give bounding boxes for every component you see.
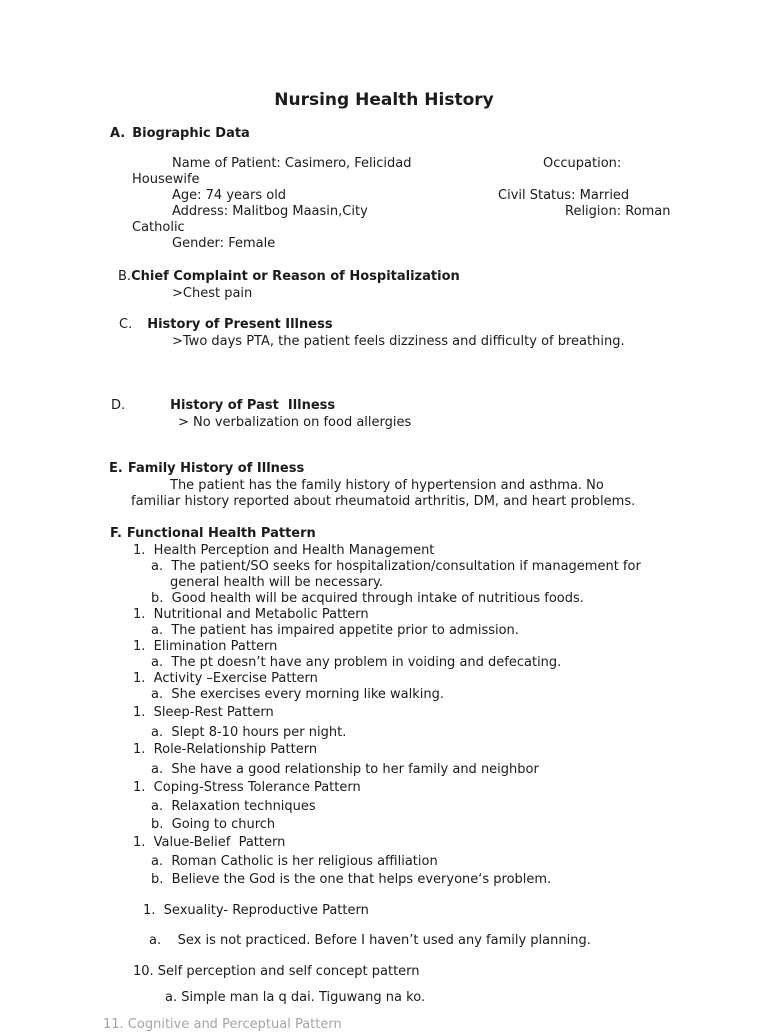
list-item: 1. Role-Relationship Pattern (133, 742, 318, 757)
section-b-heading-text: Chief Complaint or Reason of Hospitalization (131, 269, 460, 284)
section-d-heading (111, 398, 335, 413)
list-subitem: a. The patient has impaired appetite prior to admission. (151, 623, 519, 638)
list-item: 1. Nutritional and Metabolic Pattern (133, 607, 369, 622)
section-b-heading (118, 269, 460, 284)
field-occupation-label: Occupation: (543, 156, 622, 171)
list-item: 1. Elimination Pattern (133, 639, 278, 654)
section-e-heading (109, 461, 304, 476)
list-item: 1. Sexuality- Reproductive Pattern (143, 903, 369, 918)
clipped-bottom-line: 11. Cognitive and Perceptual Pattern (103, 1017, 342, 1032)
section-c-heading (119, 317, 333, 332)
list-item: 1. Activity –Exercise Pattern (133, 671, 318, 686)
section-e-heading-text: Family History of Illness (127, 461, 305, 476)
list-subitem: b. Believe the God is the one that helps everyone‘s problem. (151, 872, 552, 887)
document-title: Nursing Health History (274, 90, 494, 110)
field-religion: Religion: Roman (565, 204, 671, 219)
field-civil-status: Civil Status: Married (498, 188, 630, 203)
list-subitem: a. The patient/SO seeks for hospitalization/consultation if management for (151, 559, 641, 574)
list-subitem: b. Good health will be acquired through intake of nutritious foods. (151, 591, 584, 606)
list-subitem-wrap: general health will be necessary. (170, 575, 384, 590)
family-history-line-1: The patient has the family history of hypertension and asthma. No (170, 478, 604, 493)
list-subitem: a. Roman Catholic is her religious affiliation (151, 854, 438, 869)
section-a-letter: A. (110, 126, 126, 141)
section-a-heading-text: Biographic Data (132, 126, 250, 141)
past-illness-item: > No verbalization on food allergies (178, 415, 412, 430)
list-subitem: a. Simple man la q dai. Tiguwang na ko. (165, 990, 426, 1005)
field-religion-value: Catholic (132, 220, 185, 235)
list-subitem: b. Going to church (151, 817, 276, 832)
section-a-heading (110, 126, 250, 141)
section-f-heading-text: Functional Health Pattern (126, 526, 316, 541)
section-e-letter: E. (109, 461, 123, 476)
list-subitem: a. Slept 8-10 hours per night. (151, 725, 347, 740)
section-c-heading-text: History of Present Illness (147, 317, 333, 332)
section-c-letter: C. (119, 317, 133, 332)
list-subitem: a. Sex is not practiced. Before I haven’t used any family planning. (149, 933, 591, 948)
list-item: 1. Health Perception and Health Management (133, 543, 435, 558)
list-item: 1. Value-Belief Pattern (133, 835, 286, 850)
field-age: Age: 74 years old (172, 188, 287, 203)
list-item: 10. Self perception and self concept pattern (133, 964, 420, 979)
section-d-letter: D. (111, 398, 126, 413)
family-history-line-2: familiar history reported about rheumatoid arthritis, DM, and heart problems. (131, 494, 636, 509)
list-subitem: a. She have a good relationship to her family and neighbor (151, 762, 539, 777)
chief-complaint-item: >Chest pain (172, 286, 253, 301)
list-item: 1. Coping-Stress Tolerance Pattern (133, 780, 361, 795)
section-b-letter: B. (118, 269, 132, 284)
field-occupation-value: Housewife (132, 172, 200, 187)
field-name-of-patient: Name of Patient: Casimero, Felicidad (172, 156, 412, 171)
list-item: 1. Sleep-Rest Pattern (133, 705, 274, 720)
section-f-letter: F. (110, 526, 122, 541)
section-f-heading (110, 526, 316, 541)
list-subitem: a. The pt doesn’t have any problem in voiding and defecating. (151, 655, 562, 670)
field-gender: Gender: Female (172, 236, 276, 251)
present-illness-item: >Two days PTA, the patient feels dizziness and difficulty of breathing. (172, 334, 625, 349)
field-address: Address: Malitbog Maasin,City (172, 204, 368, 219)
section-d-heading-text: History of Past Illness (170, 398, 336, 413)
list-subitem: a. She exercises every morning like walking. (151, 687, 445, 702)
list-subitem: a. Relaxation techniques (151, 799, 316, 814)
